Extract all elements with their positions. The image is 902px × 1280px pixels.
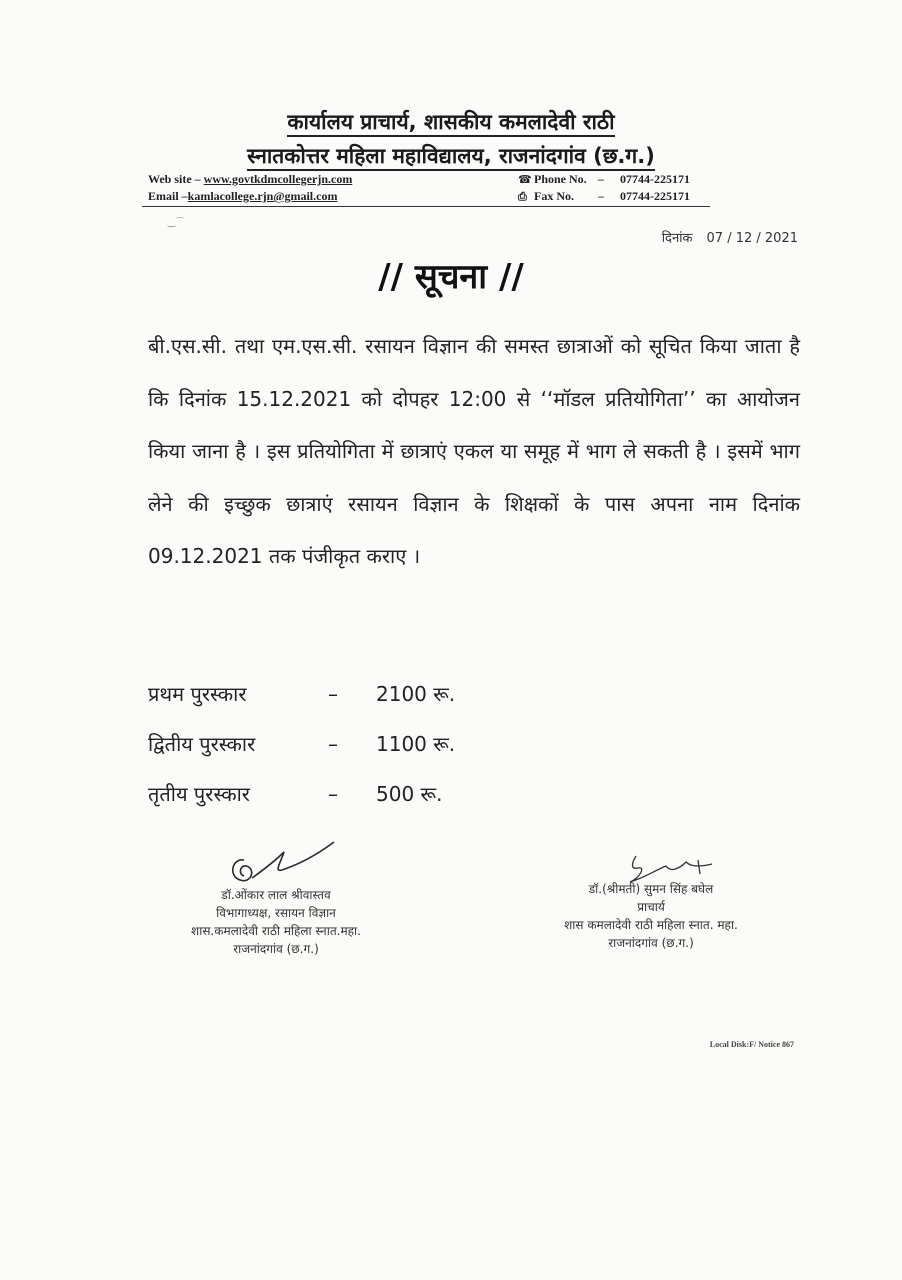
prize-row-second: द्वितीय पुरस्कार – 1100 रू. <box>148 732 456 756</box>
website-link[interactable]: www.govtkdmcollegerjn.com <box>203 172 353 186</box>
phone-number: 07744-225171 <box>620 172 690 186</box>
prize-row-third: तृतीय पुरस्कार – 500 रू. <box>148 782 443 806</box>
office-heading: कार्यालय प्राचार्य, शासकीय कमलादेवी राठी <box>0 108 902 136</box>
hod-designation: विभागाध्यक्ष, रसायन विज्ञान <box>216 906 336 920</box>
hod-signature <box>222 838 342 888</box>
fax-number: 07744-225171 <box>620 189 690 203</box>
telephone-icon: ☎ <box>518 173 532 186</box>
header-divider <box>142 206 710 207</box>
pen-mark: ‿⌒ <box>168 218 185 228</box>
fax-icon: ⎙ <box>518 190 527 203</box>
college-heading: स्नातकोत्तर महिला महाविद्यालय, राजनांदगांव (छ.ग.) <box>0 142 902 170</box>
notice-body: बी.एस.सी. तथा एम.एस.सी. रसायन विज्ञान की समस्त छात्राओं को सूचित किया जाता है कि दिनांक 15.12.2021 को दोपहर 12:00 से ‘‘मॉडल प्रतियोगिता’’ का आयोजन किया जाना है । इस प्रतियोगिता में छात्राएं एकल या समूह में भाग ले सकती है । इसमें भाग लेने की इच्छुक छात्राएं रसायन विज्ञान के शिक्षकों के पास अपना नाम दिनांक 09.12.2021 तक पंजीकृत कराए । <box>148 334 800 568</box>
notice-date: 07 / 12 / 2021 <box>706 231 798 246</box>
principal-designation: प्राचार्य <box>637 900 665 914</box>
notice-title: // सूचना // <box>378 257 524 297</box>
principal-signatory <box>520 880 782 952</box>
hod-name: डॉ.ओंकार लाल श्रीवास्तव <box>221 888 331 902</box>
email-link[interactable]: kamlacollege.rjn@gmail.com <box>187 189 338 203</box>
principal-institution: शास कमलादेवी राठी महिला स्नात. महा. <box>564 918 738 932</box>
phone-line: ☎ Phone No. – 07744-225171 <box>518 172 690 186</box>
principal-city: राजनांदगांव (छ.ग.) <box>608 936 694 950</box>
hod-city: राजनांदगांव (छ.ग.) <box>233 942 319 956</box>
date-line: दिनांक 07 / 12 / 2021 <box>661 231 798 246</box>
prize-row-first: प्रथम पुरस्कार – 2100 रू. <box>148 682 456 706</box>
principal-name: डॉ.(श्रीमती) सुमन सिंह बघेल <box>588 882 714 896</box>
website-line: Web site – www.govtkdmcollegerjn.com <box>148 172 353 186</box>
file-reference: Local Disk:F/ Notice 867 <box>709 1040 794 1049</box>
email-line: Email –kamlacollege.rjn@gmail.com <box>148 189 338 203</box>
fax-line: ⎙ Fax No. – 07744-225171 <box>518 189 690 203</box>
hod-signatory <box>156 886 396 958</box>
hod-institution: शास.कमलादेवी राठी महिला स्नात.महा. <box>191 924 361 938</box>
